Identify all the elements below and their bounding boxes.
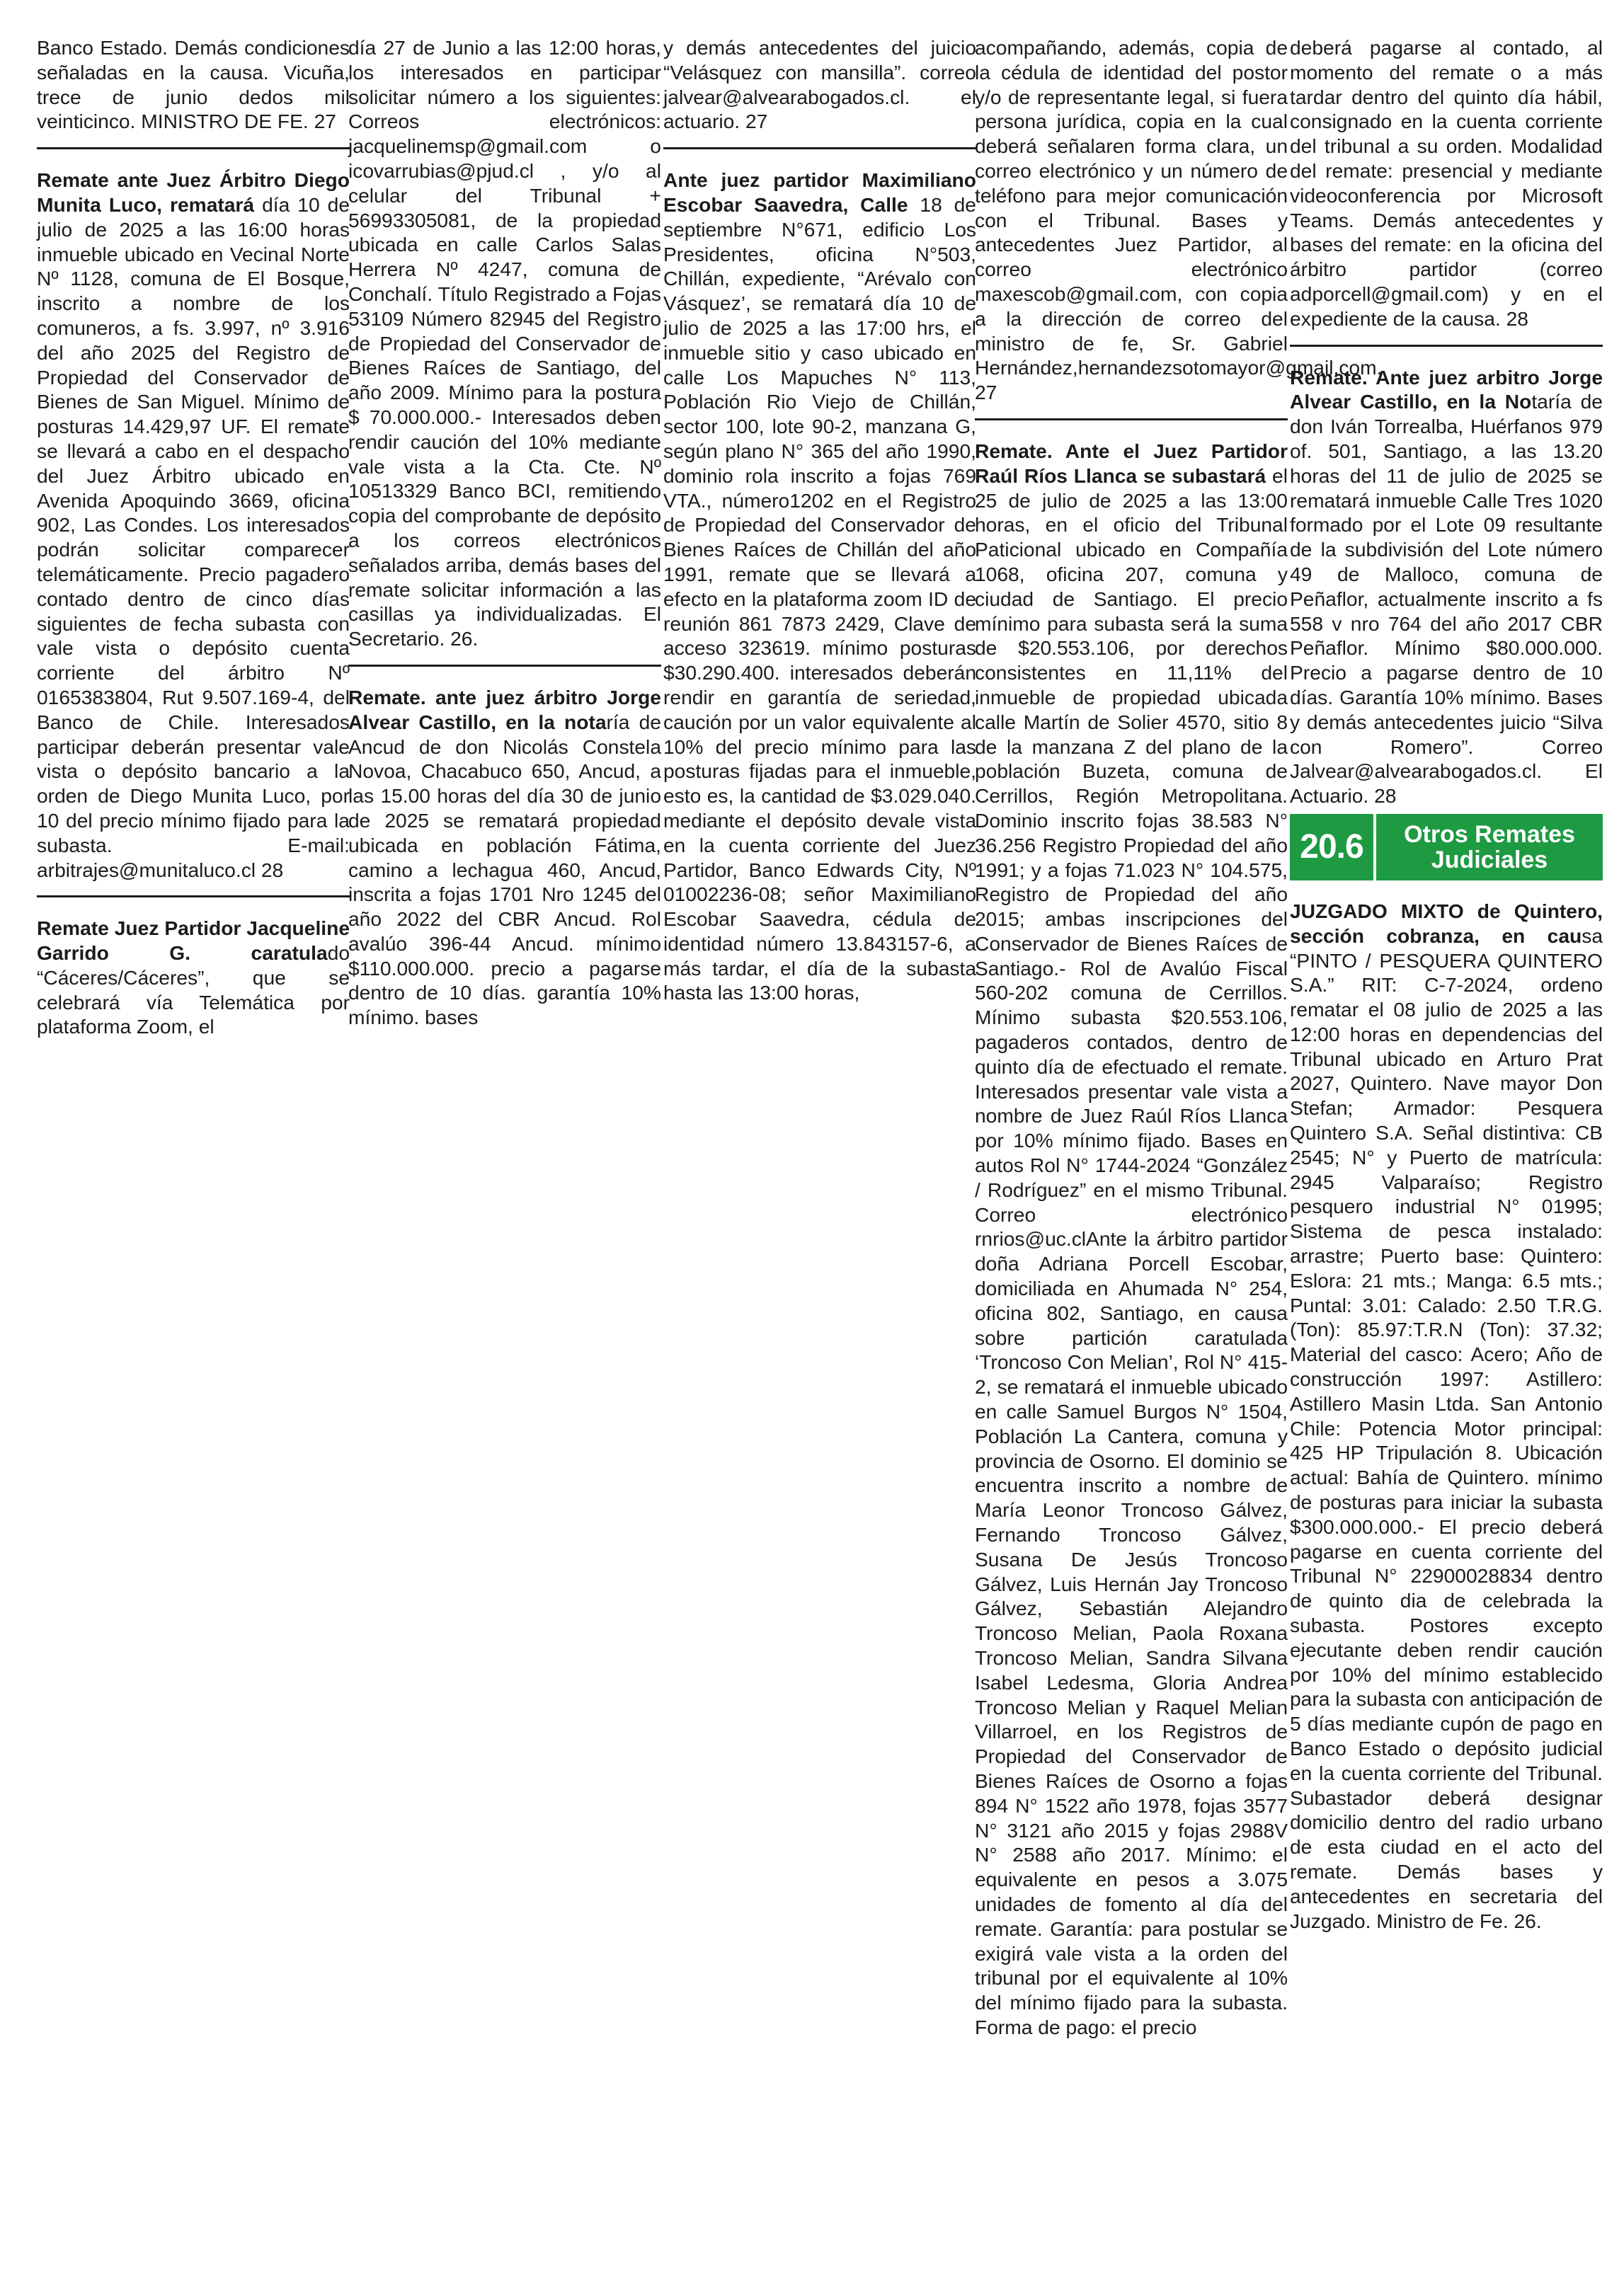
notice-rios-llanca [975, 439, 1288, 2040]
notice-divider [37, 895, 350, 897]
notice-body: acompañando, además, copia de la cédula de identidad del postor y/o de representante legal, si fuera persona jurídica, copia en la cual deberá señalaren forma clara, un correo electrónico y un número de teléfono para mejor comunicación con el Tribunal. Bases y antecedentes Juez Partidor, al correo electrónico maxescob@gmail.com, con copia a la dirección de correo del ministro de fe, Sr. Gabriel Hernández,hernandezsotomayor@gmail.com. 27 [975, 36, 1383, 404]
notice-body: Banco Estado. Demás condiciones señaladas en la causa. Vicuña, trece de junio dedos mil veinticinco. MINISTRO DE FE. 27 [37, 36, 350, 133]
notice-juzgado-quintero [1290, 899, 1603, 1933]
notice-continuation [663, 35, 976, 134]
notice-body: taría de don Iván Torrealba, Huérfanos 979 of. 501, Santiago, a las 13.20 horas del 11 de julio de 2025 se rematará inmueble Calle Tres 1020 formado por el Lote 09 resultante de la subdivisión del Lote número 49 de Malloco, comuna de Peñaflor, actualmente inscrito a fs 558 v nro 764 del año 2017 CBR Peñaflor. Mínimo $80.000.000. Precio a pagarse dentro de 10 días. Garantía 10% mínimo. Bases y demás antecedentes juicio “Silva con Romero”. Correo Jalvear@alvearabogados.cl. El Actuario. 28 [1290, 390, 1603, 808]
section-title-line1: Otros Remates [1404, 820, 1575, 848]
notice-divider [663, 147, 976, 149]
notice-heading: Remate ante Juez Árbitro Diego Munita Luco, rematará [37, 168, 350, 216]
notice-body: día 10 de julio de 2025 a las 16:00 horas inmueble ubicado en Vecinal Norte Nº 1128, comuna de El Bosque, inscrito a nombre de los comuneros, a fs. 3.997, nº 3.916 del año 2025 del Registro de Propiedad del Conservador de Bienes de San Miguel. Mínimo de posturas 14.429,97 UF. El remate se llevará a cabo en el despacho del Juez Árbitro ubicado en Avenida Apoquindo 3669, oficina 902, Las Condes. Los interesados podrán solicitar comparecer telemáticamente. Precio pagadero contado dentro de cinco días siguientes de fecha subasta con vale vista o depósito cuenta corriente del árbitro Nº 0165383804, Rut 9.507.169-4, del Banco de Chile. Interesados participar deberán presentar vale vista o depósito bancario a la orden de Diego Munita Luco, por 10 del precio mínimo fijado para la subasta. E-mail: arbitrajes@munitaluco.cl 28 [37, 193, 350, 881]
notice-continuation [348, 35, 661, 651]
notice-alvear-penaflor [1290, 365, 1603, 808]
column-3 [663, 35, 976, 1005]
column-5 [1290, 35, 1603, 1933]
notice-body: día 27 de Junio a las 12:00 horas, los interesados en participar solicitar número a los siguientes: Correos electrónicos: jacquelinemsp@gmail.com o icovarrubias@pjud.cl , y/o al celular del Tribunal + 56993305081, de la propiedad ubicada en calle Carlos Salas Herrera Nº 4247, comuna de Conchalí. Título Registrado a Fojas 53109 Número 82945 del Registro de Propiedad del Conservador de Bienes Raíces de Santiago, del año 2009. Mínimo para la postura $ 70.000.000.- Interesados deben rendir caución del 10% mediante vale vista a la Cta. Cte. Nº 10513329 Banco BCI, remitiendo copia del comprobante de depósito a los correos electrónicos señalados arriba, demás bases del remate solicitar información a las casillas ya individualizadas. El Secretario. 26. [348, 36, 661, 650]
notice-body: deberá pagarse al contado, al momento del remate o a más tardar dentro del quinto día hábil, consignado en la cuenta corriente del tribunal a su orden. Modalidad del remate: presencial y mediante videoconferencia por Microsoft Teams. Demás antecedentes y bases del remate: en la oficina del árbitro partidor (correo adporcell@gmail.com) y en el expediente de la causa. 28 [1290, 36, 1603, 330]
notice-body: 18 de septiembre N°671, edificio Los Presidentes, oficina N°503, Chillán, expediente, “Arévalo con Vásquez’, se rematará día 10 de julio de 2025 a las 17:00 hrs, el inmueble sitio y caso ubicado en calle Los Mapuches N° 113, Población Rio Viejo de Chillán, sector 100, lote 90-2, manzana G, según plano N° 365 del año 1990, dominio rola inscrito a fojas 769 VTA., número1202 en el Registro de Propiedad del Conservador de Bienes Raíces de Chillán del año 1991, remate que se llevará a efecto en la plataforma zoom ID de reunión 861 7873 2429, Clave de acceso 323619. mínimo posturas $30.290.400. interesados deberán rendir en garantía de seriedad, caución por un valor equivalente al 10% del precio mínimo para las posturas fijadas para el inmueble, esto es, la cantidad de $3.029.040. mediante el depósito devale vista en la cuenta corriente del Juez Partidor, Banco Edwards City, Nº 01002236-08; señor Maximiliano Escobar Saavedra, cédula de identidad número 13.843157-6, a más tardar, el día de la subasta hasta las 13:00 horas, [663, 193, 976, 1004]
notice-heading: Remate. Ante juez arbitro Jorge Alvear Castillo, en la No [1290, 365, 1603, 413]
section-title [1376, 814, 1603, 880]
notice-body: el 25 de julio de 2025 a las 13:00 horas, en el oficio del Tribunal Paticional ubicado en Compañía 1068, oficina 207, comuna y ciudad de Santiago. El precio mínimo para subasta será la suma de $20.553.106, por derechos consistentes en 11,11% del inmueble de propiedad ubicada calle Martín de Solier 4570, sitio 8 de la manzana Z del plano de la población Buzeta, comuna de Cerrillos, Región Metropolitana. Dominio inscrito fojas 38.583 N° 36.256 Registro Propiedad del año 1991; y a fojas 71.023 N° 104.575, Registro de Propiedad del año 2015; ambas inscripciones del Conservador de Bienes Raíces de Santiago.- Rol de Avalúo Fiscal 560-202 comuna de Cerrillos. Mínimo subasta $20.553.106, pagaderos contados, dentro de quinto día de efectuado el remate. Interesados presentar vale vista a nombre de Juez Raúl Ríos Llanca por 10% mínimo fijado. Bases en autos Rol N° 1744-2024 “González / Rodríguez” en el mismo Tribunal. Correo electrónico rnrios@uc.clAnte la árbitro partidor doña Adriana Porcell Escobar, domiciliada en Ahumada N° 254, oficina 802, Santiago, en causa sobre partición caratulada ‘Troncoso Con Melian’, Rol N° 415-2, se rematará el inmueble ubicado en calle Samuel Burgos N° 1504, Población La Cantera, comuna y provincia de Osorno. El dominio se encuentra inscrito a nombre de María Leonor Troncoso Gálvez, Fernando Troncoso Gálvez, Susana De Jesús Troncoso Gálvez, Luis Hernán Jay Troncoso Gálvez, Sebastián Alejandro Troncoso Melian, Paola Roxana Troncoso Melian, Sandra Silvana Isabel Ledesma, Gloria Andrea Troncoso Melian y Raquel Melian Villarroel, en los Registros de Propiedad del Conservador de Bienes Raíces de Osorno a fojas 894 N° 1522 año 1978, fojas 3577 N° 3121 año 2015 y fojas 2988V N° 2588 año 2017. Mínimo: el equivalente en pesos a 3.075 unidades de fomento al día del remate. Garantía: para postular se exigirá vale vista a la orden del tribunal por el equivalente al 10% del mínimo fijado para la subasta. Forma de pago: el precio [975, 464, 1288, 2038]
section-banner [1290, 814, 1603, 880]
notice-continuation [37, 35, 350, 134]
notice-body: ría de Ancud de don Nicolás Constela Novoa, Chacabuco 650, Ancud, a las 15.00 horas del día 30 de junio de 2025 se rematará propiedad ubicada en población Fátima, camino a lechagua 460, Ancud, inscrita a fojas 1701 Nro 1245 del año 2022 del CBR Ancud. Rol avalúo 396-44 Ancud. mínimo $110.000.000. precio a pagarse dentro de 10 días. garantía 10% mínimo. bases [348, 710, 661, 1029]
notice-heading: Remate Juez Partidor Jacqueline Garrido G. caratula [37, 917, 350, 965]
notice-heading: JUZGADO MIXTO de Quintero, sección cobranza, en cau [1290, 899, 1603, 947]
notice-divider [348, 665, 661, 667]
column-2 [348, 35, 661, 1030]
notice-munita-luco [37, 168, 350, 882]
notice-body: sa “PINTO / PESQUERA QUINTERO S.A.” RIT: C-7-2024, ordeno rematar el 08 julio de 2025 a las 12:00 horas en dependencias del Tribunal ubicado en Arturo Prat 2027, Quintero. Nave mayor Don Stefan; Armador: Pesquera Quintero S.A. Señal distintiva: CB 2545; N° y Puerto de matrícula: 2945 Valparaíso; Registro pesquero industrial N° 01995; Sistema de pesca instalado: arrastre; Puerto base: Quintero: Eslora: 21 mts.; Manga: 6.5 mts.; Puntal: 3.01: Calado: 2.50 T.R.G. (Ton): 85.97:T.R.N (Ton): 37.32; Material del casco: Acero; Año de construcción 1997: Astillero: Astillero Masin Ltda. San Antonio Chile: Potencia Motor principal: 425 HP Tripulación 8. Ubicación actual: Bahía de Quintero. mínimo de posturas para iniciar la subasta $300.000.000.- El precio deberá pagarse en cuenta corriente del Tribunal N° 22900028834 dentro de quinto dia de celebrada la subasta. Postores excepto ejecutante deben rendir caución por 10% del mínimo establecido para la subasta con anticipación de 5 días mediante cupón de pago en Banco Estado o depósito judicial en la cuenta corriente del Tribunal. Subastador deberá designar domicilio dentro del radio urbano de esta ciudad en el acto del remate. Demás bases y antecedentes en secretaria del Juzgado. Ministro de Fe. 26. [1290, 924, 1603, 1932]
section-title-line2: Judiciales [1431, 846, 1548, 873]
notice-heading: Remate. ante juez árbitro Jorge Alvear Castillo, en la nota [348, 685, 661, 733]
notice-divider [975, 418, 1288, 420]
notice-escobar [663, 168, 976, 1005]
notice-body: do “Cáceres/Cáceres”, que se celebrará vía Telemática por plataforma Zoom, el [37, 941, 350, 1038]
notice-body: y demás antecedentes del juicio “Velásquez con mansilla”. correo jalvear@alvearabogados.cl. el actuario. 27 [663, 36, 976, 133]
column-1 [37, 35, 350, 1039]
notice-divider [37, 147, 350, 149]
notice-garrido [37, 916, 350, 1039]
notice-divider [1290, 345, 1603, 347]
notice-continuation [975, 35, 1383, 405]
notice-heading: Remate. Ante el Juez Partidor Raúl Ríos Llanca se subastará [975, 439, 1288, 487]
notice-continuation [1290, 35, 1603, 331]
notice-alvear-ancud [348, 685, 661, 1030]
section-number: 20.6 [1290, 814, 1376, 880]
notice-heading: Ante juez partidor Maximiliano Escobar Saavedra, Calle [663, 168, 976, 216]
